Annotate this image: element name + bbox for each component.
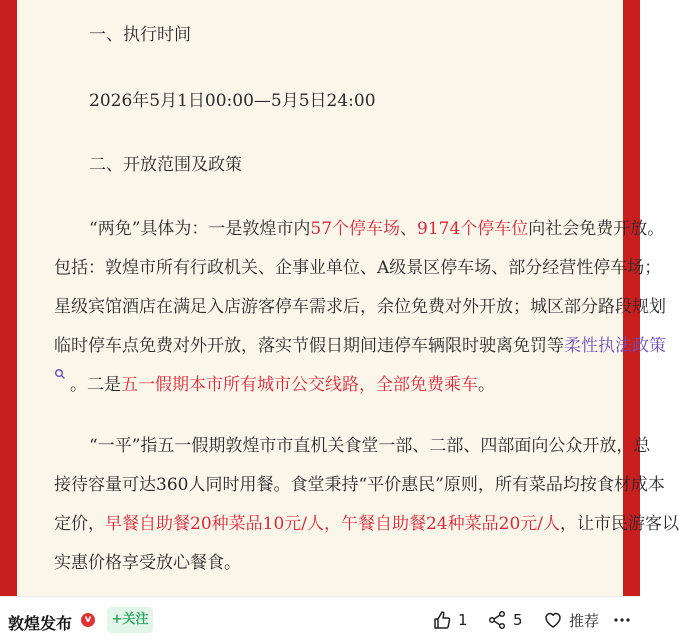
- account-name[interactable]: 敦煌发布: [8, 614, 73, 633]
- more-options-button[interactable]: [612, 609, 638, 631]
- highlight-text: 9174个停车位: [417, 219, 529, 239]
- paragraph-line: 实惠价格享受放心餐食。: [54, 553, 241, 573]
- paragraph-line: “两免”具体为：一是敦煌市内57个停车场、9174个停车位向社会免费开放。: [89, 219, 665, 239]
- share-count: 5: [513, 611, 523, 629]
- highlight-text: 五一假期本市所有城市公交线路，全部免费乘车: [121, 375, 478, 395]
- like-button[interactable]: [432, 609, 468, 631]
- follow-button[interactable]: +关注: [107, 607, 153, 633]
- paragraph-line: 临时停车点免费对外开放，落实节假日期间违停车辆限时驶离免罚等柔性执法政策: [54, 336, 666, 356]
- section-heading-time: 一、执行时间: [89, 25, 191, 45]
- verified-badge-icon: v: [81, 613, 95, 627]
- paragraph-line: 定价，早餐自助餐20种菜品10元/人，午餐自助餐24种菜品20元/人，让市民游客以: [54, 514, 679, 534]
- heart-icon: [543, 610, 563, 630]
- policy-search-link[interactable]: 柔性执法政策: [564, 336, 666, 356]
- highlight-text: 早餐自助餐20种菜品10元/人，午餐自助餐24种菜品20元/人: [105, 514, 560, 534]
- paragraph-line: 包括：敦煌市所有行政机关、企事业单位、A级景区停车场、部分经营性停车场；: [54, 258, 662, 278]
- bottom-action-bar: [0, 596, 640, 643]
- recommend-button[interactable]: [543, 609, 599, 631]
- paragraph-line: 星级宾馆酒店在满足入店游客停车需求后，余位免费对外开放；城区部分路段规划: [54, 297, 666, 317]
- paragraph-line: 接待容量可达360人同时用餐。食堂秉持“平价惠民”原则，所有菜品均按食材成本: [54, 475, 665, 495]
- like-count: 1: [458, 611, 468, 629]
- share-icon: [487, 610, 507, 630]
- highlight-text: 57个停车场: [310, 219, 401, 239]
- period-text: 2026年5月1日00:00—5月5日24:00: [89, 91, 376, 111]
- recommend-label: 推荐: [569, 611, 600, 630]
- thumbs-up-icon: [432, 610, 452, 630]
- search-icon[interactable]: [54, 368, 66, 380]
- article-content: [17, 0, 679, 596]
- paragraph-line: “一平”指五一假期敦煌市市直机关食堂一部、二部、四部面向公众开放，总: [89, 436, 651, 456]
- share-button[interactable]: [487, 609, 523, 631]
- section-heading-policy: 二、开放范围及政策: [89, 155, 242, 175]
- more-icon: [612, 610, 632, 630]
- paragraph-line: 。二是五一假期本市所有城市公交线路，全部免费乘车。: [54, 374, 495, 396]
